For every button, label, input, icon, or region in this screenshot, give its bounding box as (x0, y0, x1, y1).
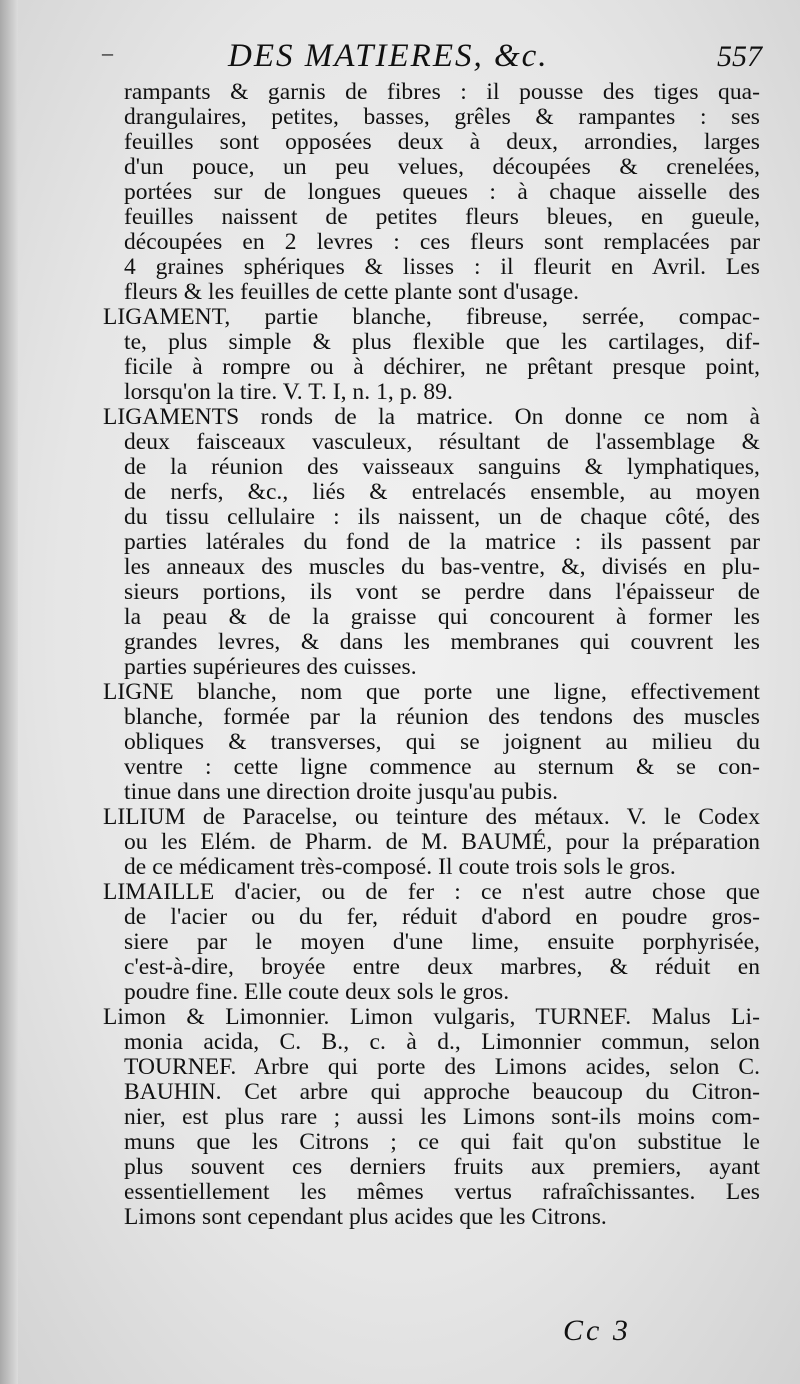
text-line: Limon & Limonnier. Limon vulgaris, TURNEF. Malus Li- (103, 1004, 760, 1030)
text-line: 4 graines sphériques & lisses : il fleurit en Avril. Les (124, 254, 760, 280)
text-line: sieurs portions, ils vont se perdre dans l'épaisseur de (124, 579, 760, 605)
text-line: drangulaires, petites, basses, grêles & rampantes : ses (124, 104, 760, 130)
text-line: LILIUM de Paracelse, ou teinture des métaux. V. le Codex (103, 804, 760, 830)
text-line: rampants & garnis de fibres : il pousse des tiges qua- (124, 79, 760, 105)
text-line: essentiellement les mêmes vertus rafraîchissantes. Les (124, 1179, 760, 1205)
text-line: de la réunion des vaisseaux sanguins & lymphatiques, (124, 454, 760, 480)
page-number: 557 (717, 40, 762, 73)
text-line: fleurs & les feuilles de cette plante sont d'usage. (124, 279, 580, 305)
text-line: portées sur de longues queues : à chaque aisselle des (124, 179, 760, 205)
text-line: parties latérales du fond de la matrice : ils passent par (124, 529, 760, 555)
text-line: feuilles naissent de petites fleurs bleues, en gueule, (124, 204, 760, 230)
text-line: blanche, formée par la réunion des tendons des muscles (124, 704, 760, 730)
text-line: lorsqu'on la tire. V. T. I, n. 1, p. 89. (124, 379, 453, 405)
text-line: tinue dans une direction droite jusqu'au pubis. (124, 779, 559, 805)
text-line: de nerfs, &c., liés & entrelacés ensemble, au moyen (124, 479, 760, 505)
text-line: la peau & de la graisse qui concourent à former les (124, 604, 760, 630)
text-line: nier, est plus rare ; aussi les Limons sont-ils moins com- (124, 1104, 760, 1130)
text-line: grandes levres, & dans les membranes qui couvrent les (124, 629, 760, 655)
text-line: plus souvent ces derniers fruits aux premiers, ayant (124, 1154, 760, 1180)
text-line: de ce médicament très-composé. Il coute trois sols le gros. (124, 854, 676, 880)
text-line: d'un pouce, un peu velues, découpées & crenelées, (124, 154, 760, 180)
header-dash: – (102, 40, 113, 65)
text-line: les anneaux des muscles du bas-ventre, &, divisés en plu- (124, 554, 760, 580)
text-line: feuilles sont opposées deux à deux, arrondies, larges (124, 129, 760, 155)
text-line: deux faisceaux vasculeux, résultant de l'assemblage & (124, 429, 760, 455)
signature-mark: Cc 3 (563, 1314, 631, 1347)
text-line: du tissu cellulaire : ils naissent, un de chaque côté, des (124, 504, 760, 530)
text-line: LIGAMENT, partie blanche, fibreuse, serrée, compac- (103, 304, 760, 330)
text-line: te, plus simple & plus flexible que les cartilages, dif- (124, 329, 760, 355)
text-line: TOURNEF. Arbre qui porte des Limons acides, selon C. (124, 1054, 760, 1080)
header-title: DES MATIERES, &c. (228, 38, 549, 74)
text-line: ou les Elém. de Pharm. de M. BAUMÉ, pour la préparation (124, 829, 760, 855)
text-line: LIGAMENTS ronds de la matrice. On donne ce nom à (103, 404, 760, 430)
text-line: ficile à rompre ou à déchirer, ne prêtant presque point, (124, 354, 760, 380)
text-line: c'est-à-dire, broyée entre deux marbres, & réduit en (124, 954, 760, 980)
text-line: obliques & transverses, qui se joignent au milieu du (124, 729, 760, 755)
text-line: parties supérieures des cuisses. (124, 654, 417, 680)
text-line: Limons sont cependant plus acides que les Citrons. (124, 1204, 607, 1230)
text-line: poudre fine. Elle coute deux sols le gros. (124, 979, 510, 1005)
text-line: LIGNE blanche, nom que porte une ligne, effectivement (103, 679, 760, 705)
text-line: LIMAILLE d'acier, ou de fer : ce n'est autre chose que (103, 879, 760, 905)
text-line: de l'acier ou du fer, réduit d'abord en poudre gros- (124, 904, 760, 930)
text-line: siere par le moyen d'une lime, ensuite porphyrisée, (124, 929, 760, 955)
text-line: monia acida, C. B., c. à d., Limonnier commun, selon (124, 1029, 760, 1055)
text-line: muns que les Citrons ; ce qui fait qu'on substitue le (124, 1129, 760, 1155)
text-line: découpées en 2 levres : ces fleurs sont remplacées par (124, 229, 760, 255)
text-line: ventre : cette ligne commence au sternum & se con- (124, 754, 760, 780)
text-line: BAUHIN. Cet arbre qui approche beaucoup du Citron- (124, 1079, 760, 1105)
